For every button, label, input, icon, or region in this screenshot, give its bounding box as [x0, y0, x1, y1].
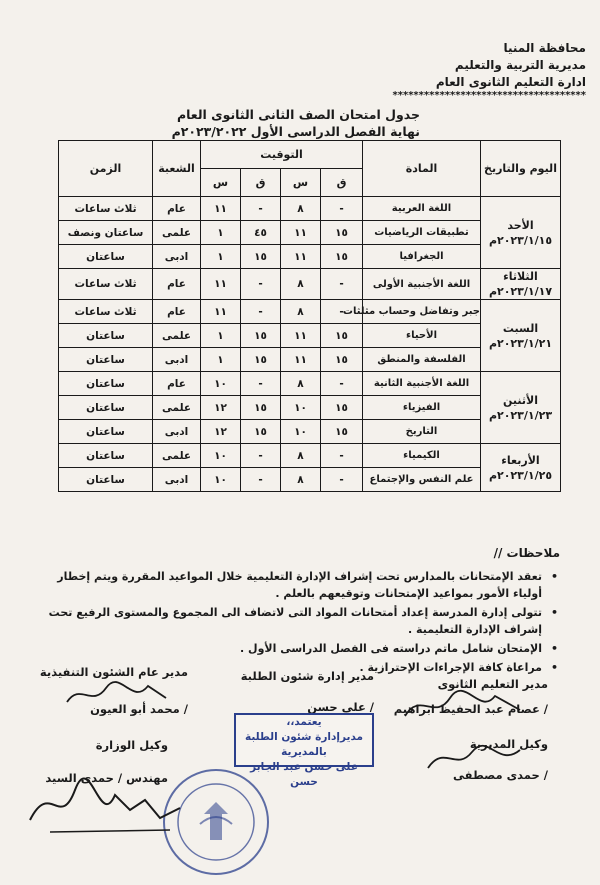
notes-list: [38, 568, 558, 678]
day-cell: [481, 372, 561, 444]
from-hour-cell: ٨: [281, 300, 321, 324]
from-minute-cell: -: [321, 269, 363, 300]
from-minute-cell: ١٥: [321, 245, 363, 269]
division-cell: ادبى: [153, 420, 201, 444]
signature-name: مهندس / حمدى السيد: [45, 771, 168, 785]
division-cell: ادبى: [153, 468, 201, 492]
separator-stars: *************************************: [392, 90, 586, 101]
to-minute-cell: -: [241, 444, 281, 468]
header-duration: الزمن: [59, 141, 153, 197]
to-minute-cell: ٤٥: [241, 221, 281, 245]
from-minute-cell: -: [321, 372, 363, 396]
from-minute-cell: -: [321, 444, 363, 468]
header-day: اليوم والتاريخ: [481, 141, 561, 197]
day-cell: [481, 300, 561, 372]
subject-cell: التاريخ: [363, 420, 481, 444]
to-hour-cell: ١١: [201, 300, 241, 324]
header-to-hour: س: [201, 169, 241, 197]
signature-title: وكيل المديرية: [469, 737, 548, 751]
division-cell: علمى: [153, 444, 201, 468]
to-hour-cell: ١٠: [201, 444, 241, 468]
subject-cell: علم النفس والإجتماع: [363, 468, 481, 492]
header-from-minute: ق: [321, 169, 363, 197]
note-item: • تتولى إدارة المدرسة إعداد أمتحانات المواد التى لاتضاف الى المجموع والمستوى الرفيع تحت إشراف الإدارة التعليمية .: [38, 604, 558, 638]
to-hour-cell: ١: [201, 348, 241, 372]
schedule-title: جدول امتحان الصف الثانى الثانوى العام: [176, 107, 420, 122]
day-cell: [481, 197, 561, 269]
header-division: الشعبة: [153, 141, 201, 197]
note-item: • مراعاة كافة الإجراءات الإحترازية .: [38, 659, 558, 676]
from-hour-cell: ١٠: [281, 420, 321, 444]
from-hour-cell: ١١: [281, 221, 321, 245]
division-cell: عام: [153, 197, 201, 221]
header-to-minute: ق: [241, 169, 281, 197]
department-line: ادارة التعليم الثانوى العام: [435, 75, 586, 89]
from-hour-cell: ٨: [281, 269, 321, 300]
signature-name: / عصام عبد الحفيظ ابراهيم: [393, 702, 548, 716]
subject-cell: اللغة الأجنبية الثانية: [363, 372, 481, 396]
duration-cell: ساعتان: [59, 444, 153, 468]
to-minute-cell: -: [241, 269, 281, 300]
from-hour-cell: ١١: [281, 245, 321, 269]
to-hour-cell: ١٢: [201, 420, 241, 444]
from-hour-cell: ٨: [281, 372, 321, 396]
from-minute-cell: -: [321, 468, 363, 492]
day-name: الأحد: [507, 218, 534, 232]
signature-title: وكيل الوزارة: [95, 738, 168, 752]
header-from-hour: س: [281, 169, 321, 197]
from-minute-cell: ١٥: [321, 420, 363, 444]
exam-schedule-table: [58, 140, 561, 492]
from-hour-cell: ٨: [281, 444, 321, 468]
to-hour-cell: ١: [201, 245, 241, 269]
stamp-line: مديرإدارة شئون الطلبة بالمديرية: [244, 731, 364, 758]
header-timing: التوقيت: [201, 141, 363, 169]
to-hour-cell: ١٠: [201, 468, 241, 492]
day-date: ٢٠٢٣/١/٢١م: [488, 336, 553, 350]
subject-cell: تطبيقات الرياضيات: [363, 221, 481, 245]
to-hour-cell: ١٠: [201, 372, 241, 396]
to-minute-cell: ١٥: [241, 420, 281, 444]
signature-title: مدير إدارة شئون الطلبة: [240, 669, 374, 683]
to-hour-cell: ١١: [201, 269, 241, 300]
table-row: [59, 197, 561, 221]
from-minute-cell: ١٥: [321, 396, 363, 420]
day-name: الثلاثاء: [503, 270, 538, 283]
signature-title: مدير التعليم الثانوى: [437, 677, 548, 691]
note-item: • الإمتحان شامل ماتم دراسته فى الفصل الدراسى الأول .: [38, 640, 558, 657]
from-hour-cell: ١١: [281, 348, 321, 372]
handwritten-signature-icon: [400, 686, 530, 726]
to-minute-cell: -: [241, 372, 281, 396]
subject-cell: الفلسفة والمنطق: [363, 348, 481, 372]
duration-cell: ساعتان: [59, 468, 153, 492]
subject-cell: الفيزياء: [363, 396, 481, 420]
from-hour-cell: ٨: [281, 468, 321, 492]
subject-cell: جبر وتفاضل وحساب مثلثات: [363, 300, 481, 324]
to-minute-cell: ١٥: [241, 396, 281, 420]
to-minute-cell: -: [241, 300, 281, 324]
from-hour-cell: ١٠: [281, 396, 321, 420]
subject-cell: الكيمياء: [363, 444, 481, 468]
to-minute-cell: ١٥: [241, 245, 281, 269]
to-hour-cell: ١١: [201, 197, 241, 221]
schedule-titles: [172, 106, 420, 140]
governorate-line: محافظة المنيا: [503, 41, 586, 55]
day-cell: [481, 269, 561, 300]
from-minute-cell: -: [321, 300, 363, 324]
division-cell: علمى: [153, 324, 201, 348]
signature-name: / حمدى مصطفى: [453, 768, 548, 782]
day-date: ٢٠٢٣/١/٢٣م: [488, 408, 553, 422]
signature-student-affairs: [241, 668, 374, 716]
letterhead: [436, 40, 586, 91]
division-cell: عام: [153, 300, 201, 324]
handwritten-signature-icon: [20, 770, 190, 840]
duration-cell: ساعتان: [59, 245, 153, 269]
stamp-line: يعتمد،،: [286, 716, 322, 728]
day-date: ٢٠٢٣/١/١٧م: [488, 285, 553, 298]
duration-cell: ثلاث ساعات: [59, 269, 153, 300]
schedule-body: [59, 197, 561, 492]
table-row: [59, 444, 561, 468]
table-row: [59, 269, 561, 300]
subject-cell: الأحياء: [363, 324, 481, 348]
subject-cell: اللغة الأجنبية الأولى: [363, 269, 481, 300]
duration-cell: ساعتان: [59, 396, 153, 420]
signature-title: مدير عام الشئون التنفيذية: [39, 665, 188, 679]
day-cell: [481, 444, 561, 492]
subject-cell: الجغرافيا: [363, 245, 481, 269]
to-minute-cell: ١٥: [241, 348, 281, 372]
division-cell: ادبى: [153, 245, 201, 269]
duration-cell: ساعتان: [59, 420, 153, 444]
notes-title: ملاحظات //: [493, 546, 560, 560]
header-subject: المادة: [363, 141, 481, 197]
division-cell: عام: [153, 269, 201, 300]
duration-cell: ثلاث ساعات: [59, 197, 153, 221]
duration-cell: ثلاث ساعات: [59, 300, 153, 324]
duration-cell: ساعتان: [59, 348, 153, 372]
from-hour-cell: ٨: [281, 197, 321, 221]
from-minute-cell: -: [321, 197, 363, 221]
to-hour-cell: ١: [201, 221, 241, 245]
from-minute-cell: ١٥: [321, 348, 363, 372]
stamp-line: على حسن عبد الجابر حسن: [250, 761, 358, 788]
table-row: [59, 372, 561, 396]
subject-cell: اللغة العربية: [363, 197, 481, 221]
signature-name: / على حسن: [307, 700, 374, 714]
to-minute-cell: ١٥: [241, 324, 281, 348]
from-minute-cell: ١٥: [321, 221, 363, 245]
division-cell: عام: [153, 372, 201, 396]
day-name: الأربعاء: [501, 453, 540, 467]
to-minute-cell: -: [241, 197, 281, 221]
note-item: • تعقد الإمتحانات بالمدارس تحت إشراف الإدارة التعليمية خلال المواعيد المقررة ويتم إخطار أولياء الأمور بمواعيد الإمتحانات وتوقيعهم بالعلم .: [38, 568, 558, 602]
day-date: ٢٠٢٣/١/١٥م: [488, 233, 553, 247]
day-date: ٢٠٢٣/١/٢٥م: [488, 468, 553, 482]
directorate-line: مديرية التربية والتعليم: [454, 58, 586, 72]
table-row: [59, 300, 561, 324]
duration-cell: ساعتان: [59, 324, 153, 348]
signature-name: / محمد أبو العيون: [90, 702, 188, 716]
day-name: السبت: [502, 321, 539, 335]
from-minute-cell: ١٥: [321, 324, 363, 348]
duration-cell: ساعتان ونصف: [59, 221, 153, 245]
division-cell: علمى: [153, 221, 201, 245]
handwritten-signature-icon: [420, 738, 530, 778]
handwritten-signature-icon: [62, 678, 172, 714]
division-cell: علمى: [153, 396, 201, 420]
approval-stamp: [234, 713, 374, 788]
schedule-subtitle: نهاية الفصل الدراسى الأول ٢٠٢٣/٢٠٢٢م: [171, 124, 420, 139]
duration-cell: ساعتان: [59, 372, 153, 396]
to-minute-cell: -: [241, 468, 281, 492]
from-hour-cell: ١١: [281, 324, 321, 348]
division-cell: ادبى: [153, 348, 201, 372]
day-name: الأثنين: [503, 393, 538, 407]
to-hour-cell: ١٢: [201, 396, 241, 420]
to-hour-cell: ١: [201, 324, 241, 348]
